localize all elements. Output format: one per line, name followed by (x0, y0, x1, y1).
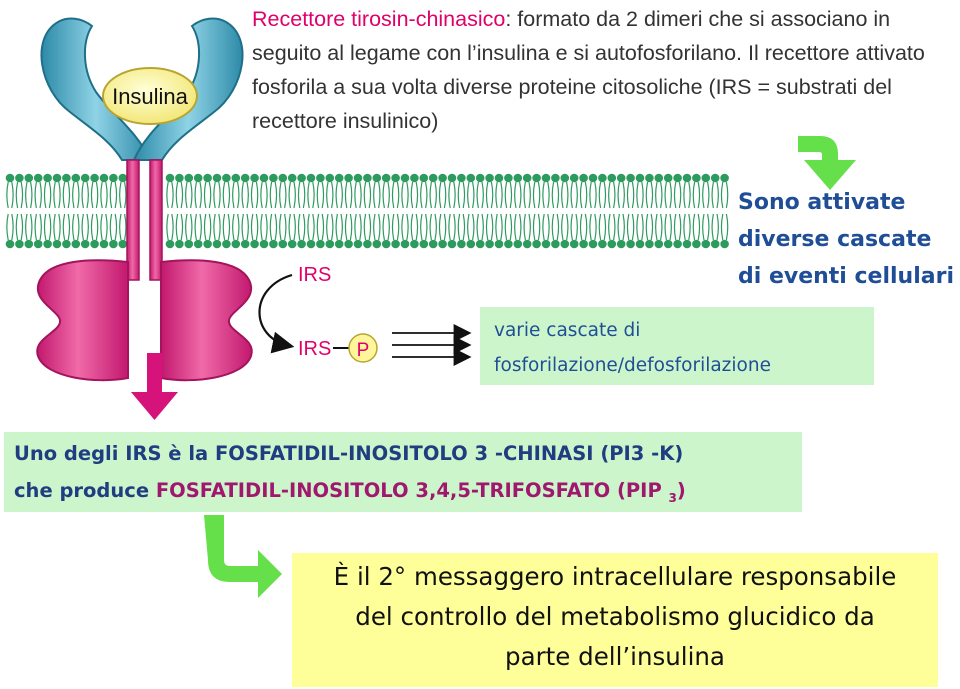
phospholipid (185, 214, 194, 248)
phospholipid (307, 174, 316, 208)
pi3k-line-2 (14, 472, 686, 517)
phospholipid (542, 214, 551, 248)
phospholipid (269, 174, 278, 208)
phospholipid (6, 174, 15, 208)
phospholipid (683, 174, 692, 208)
phospholipid (570, 174, 579, 208)
phospholipid (514, 214, 523, 248)
phospholipid (504, 174, 513, 208)
activated-line-2: diverse cascate (738, 227, 932, 252)
phospholipid (297, 174, 306, 208)
phospholipid (476, 174, 485, 208)
phospholipid (532, 174, 541, 208)
phospholipid (589, 214, 598, 248)
phospholipid (43, 174, 52, 208)
activated-line-3: di eventi cellulari (738, 264, 954, 289)
cascades-line-2: fosforilazione/defosforilazione (494, 355, 771, 376)
phospholipid (194, 214, 203, 248)
phospholipid (166, 214, 175, 248)
phospholipid (429, 214, 438, 248)
phospholipid (62, 174, 71, 208)
phospholipid (90, 214, 99, 248)
phospholipid (514, 174, 523, 208)
insulin-molecule (103, 68, 197, 124)
cascades-box (480, 307, 874, 385)
beta-subunit-transmembrane (127, 160, 162, 280)
phospholipid (344, 214, 353, 248)
phospholipid (279, 214, 288, 248)
phospholipid (72, 174, 81, 208)
phosphate-label: P (356, 340, 370, 361)
phospholipid (636, 174, 645, 208)
phospholipid (720, 174, 729, 208)
cell-membrane (6, 174, 729, 249)
phospholipid (363, 214, 372, 248)
phospholipid (53, 214, 62, 248)
phospholipid (241, 174, 250, 208)
phospholipid (232, 174, 241, 208)
phospholipid (683, 214, 692, 248)
green-bent-arrow-icon (798, 136, 856, 190)
phospholipid (119, 174, 128, 208)
phospholipid (279, 174, 288, 208)
phospholipid (438, 214, 447, 248)
phospholipid (495, 214, 504, 248)
irs-label-top: IRS (298, 264, 332, 286)
activated-line-1: Sono attivate (738, 190, 906, 215)
phospholipid (692, 214, 701, 248)
phospholipid (109, 174, 118, 208)
phosphate-icon (333, 334, 377, 362)
phospholipid (53, 174, 62, 208)
phospholipid (72, 214, 81, 248)
phospholipid (448, 174, 457, 208)
phospholipid (542, 174, 551, 208)
phospholipid (119, 214, 128, 248)
phospholipid (438, 174, 447, 208)
phospholipid (645, 214, 654, 248)
phospholipid (626, 214, 635, 248)
phospholipid (34, 174, 43, 208)
phospholipid (175, 214, 184, 248)
pip3-close: ) (676, 479, 686, 502)
conclusion-box (292, 553, 938, 687)
pi3k-line-2-prefix: che produce (14, 479, 156, 502)
phospholipid (213, 214, 222, 248)
intro-text: : formato da 2 dimeri che si associano in seguito al legame con l’insulina e si autofosforilano. Il recettore attivato fosforila a sua volta diverse proteine citosoliche (IRS = substrati del recettore insulinico) (252, 7, 925, 133)
phospholipid (495, 174, 504, 208)
phospholipid (485, 174, 494, 208)
phospholipid (551, 214, 560, 248)
phospholipid (316, 174, 325, 208)
phospholipid (467, 214, 476, 248)
phospholipid (561, 174, 570, 208)
conclusion-line-1: È il 2° messaggero intracellulare responsabile (333, 562, 897, 591)
phospholipid (608, 214, 617, 248)
phospholipid (316, 214, 325, 248)
phospholipid (626, 174, 635, 208)
phospholipid (222, 214, 231, 248)
phospholipid (598, 214, 607, 248)
phospholipid (702, 214, 711, 248)
phospholipid (420, 214, 429, 248)
phospholipid (429, 174, 438, 208)
phospholipid (100, 214, 109, 248)
phospholipid (448, 214, 457, 248)
phospholipid (241, 214, 250, 248)
phospholipid (81, 174, 90, 208)
phospholipid (692, 174, 701, 208)
phospholipid (401, 214, 410, 248)
phospholipid (34, 214, 43, 248)
phospholipid (579, 214, 588, 248)
phospholipid (100, 174, 109, 208)
phospholipid (166, 174, 175, 208)
phospholipid (326, 174, 335, 208)
phospholipid (401, 174, 410, 208)
phospholipid (617, 214, 626, 248)
pip3-name: FOSFATIDIL-INOSITOLO 3,4,5-TRIFOSFATO (PIP (155, 479, 662, 502)
phospholipid (664, 214, 673, 248)
activated-cascades-text (738, 184, 960, 295)
phospholipid (288, 174, 297, 208)
irs-label-bottom: IRS (298, 338, 332, 360)
phospholipid (711, 214, 720, 248)
phospholipid (589, 174, 598, 208)
phospholipid (391, 214, 400, 248)
phospholipid (90, 174, 99, 208)
phospholipid (420, 174, 429, 208)
phospholipid (288, 214, 297, 248)
pip3-subscript: 3 (668, 490, 677, 505)
phospholipid (467, 174, 476, 208)
phospholipid (570, 214, 579, 248)
phospholipid (203, 214, 212, 248)
phospholipid (222, 174, 231, 208)
green-bent-arrow-bottom-icon (204, 515, 282, 598)
phospholipid (335, 214, 344, 248)
phospholipid (561, 214, 570, 248)
phospholipid (382, 174, 391, 208)
phospholipid (15, 214, 24, 248)
phospholipid (523, 214, 532, 248)
phospholipid (232, 214, 241, 248)
phospholipid (645, 174, 654, 208)
phospholipid (335, 174, 344, 208)
phospholipid (720, 214, 729, 248)
kinase-domain-right (161, 260, 252, 380)
phospholipid (43, 214, 52, 248)
phospholipid (457, 174, 466, 208)
phospholipid (523, 174, 532, 208)
phospholipid (664, 174, 673, 208)
phospholipid (457, 214, 466, 248)
phospholipid (476, 214, 485, 248)
phospholipid (382, 214, 391, 248)
cascades-line-1: varie cascate di (494, 320, 641, 341)
receptor-type-highlight: Recettore tirosin-chinasico (252, 7, 506, 31)
phospholipid (175, 174, 184, 208)
phospholipid (410, 214, 419, 248)
phospholipid (6, 214, 15, 248)
pi3k-line-1: Uno degli IRS è la FOSFATIDIL-INOSITOLO 3 -CHINASI (PI3 -K) (14, 442, 684, 465)
insulin-label: Insulina (112, 84, 188, 109)
phospholipid (673, 174, 682, 208)
phospholipid (307, 214, 316, 248)
phospholipid (363, 174, 372, 208)
phosphorylation-curve-arrow (260, 275, 293, 346)
phospholipid (532, 214, 541, 248)
phospholipid (608, 174, 617, 208)
phospholipid (109, 214, 118, 248)
phospholipid (711, 174, 720, 208)
phospholipid (62, 214, 71, 248)
phospholipid (702, 174, 711, 208)
phospholipid (373, 214, 382, 248)
kinase-domain-left (37, 260, 128, 380)
phospholipid (504, 214, 513, 248)
phospholipid (344, 174, 353, 208)
phospholipid (25, 214, 34, 248)
phospholipid (410, 174, 419, 208)
phospholipid (185, 174, 194, 208)
conclusion-line-3: parte dell’insulina (505, 642, 725, 671)
phospholipid (354, 174, 363, 208)
conclusion-line-2: del controllo del metabolismo glucidico da (355, 602, 875, 631)
phospholipid (297, 214, 306, 248)
phospholipid (269, 214, 278, 248)
phospholipid (617, 174, 626, 208)
phospholipid (260, 174, 269, 208)
cascade-arrows (392, 333, 468, 357)
phospholipid (655, 174, 664, 208)
phospholipid (250, 174, 259, 208)
phospholipid (485, 214, 494, 248)
phospholipid (354, 214, 363, 248)
pip3-highlight (155, 479, 686, 505)
phospholipid (250, 214, 259, 248)
intro-paragraph (252, 2, 942, 138)
phospholipid (673, 214, 682, 248)
phospholipid (579, 174, 588, 208)
phospholipid (25, 174, 34, 208)
phospholipid (655, 214, 664, 248)
pi3k-box (4, 432, 802, 512)
phospholipid (391, 174, 400, 208)
phospholipid (194, 174, 203, 208)
phospholipid (373, 174, 382, 208)
phospholipid (15, 174, 24, 208)
phospholipid (636, 214, 645, 248)
phospholipid (551, 174, 560, 208)
phospholipid (260, 214, 269, 248)
phospholipid (213, 174, 222, 208)
phospholipid (81, 214, 90, 248)
phospholipid (326, 214, 335, 248)
phospholipid (203, 174, 212, 208)
phospholipid (598, 174, 607, 208)
